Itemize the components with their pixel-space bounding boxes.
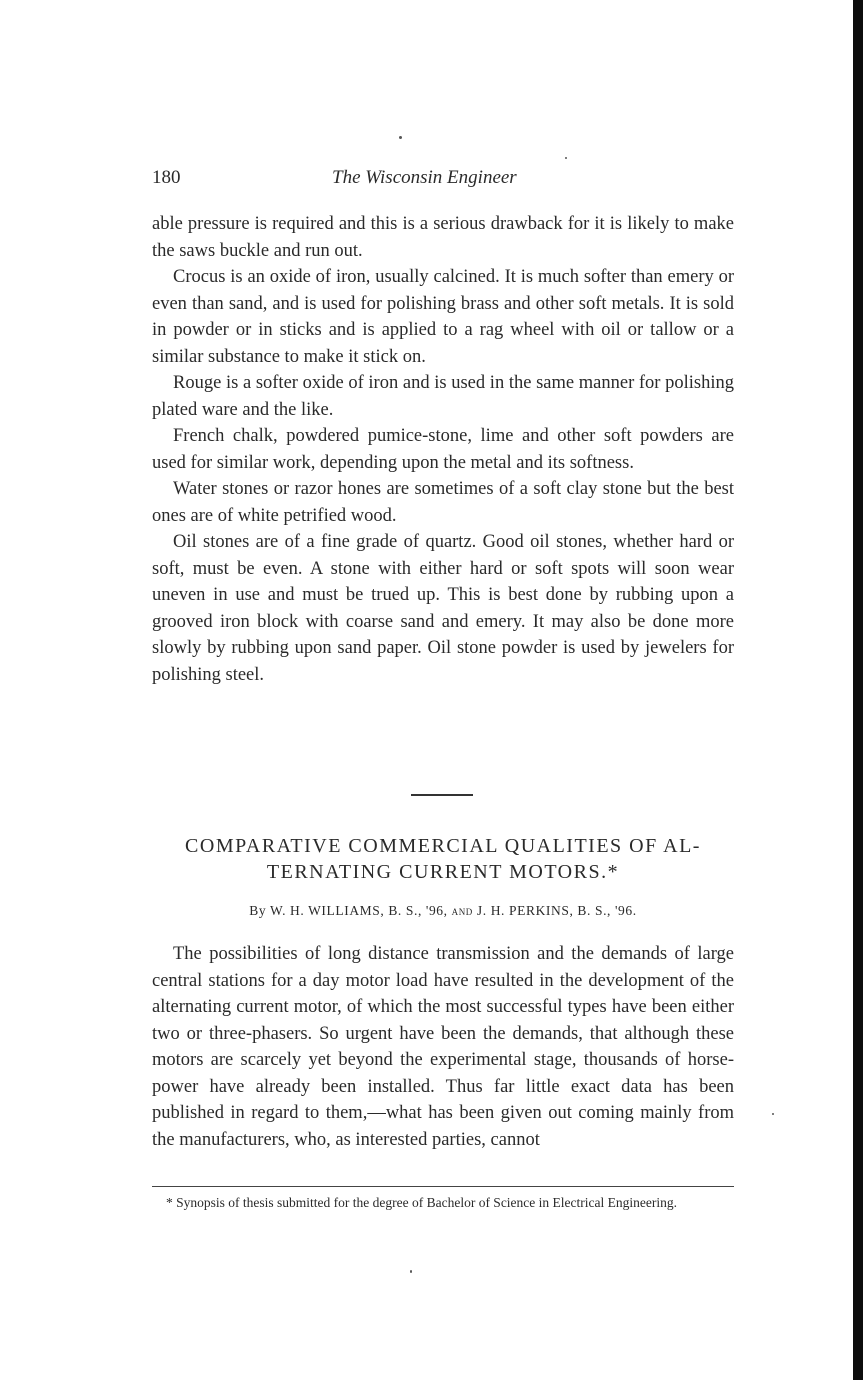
article-title bbox=[152, 833, 734, 885]
section-divider bbox=[411, 794, 473, 796]
byline-by: By bbox=[249, 903, 267, 918]
running-title: The Wisconsin Engineer bbox=[332, 167, 517, 188]
byline-and: and bbox=[451, 903, 473, 918]
article-title-line: COMPARATIVE COMMERCIAL QUALITIES OF AL- bbox=[185, 835, 701, 857]
page-number: 180 bbox=[152, 167, 181, 188]
scan-border bbox=[853, 0, 863, 1380]
scan-speck bbox=[565, 157, 567, 159]
article-body bbox=[152, 941, 734, 1153]
scan-speck bbox=[410, 1270, 412, 1273]
body-text bbox=[152, 211, 734, 688]
byline-author: J. H. PERKINS, B. S., '96. bbox=[476, 903, 637, 918]
paragraph: Rouge is a softer oxide of iron and is used in the same manner for polishing plated ware and the like. bbox=[152, 373, 734, 420]
scan-speck bbox=[399, 136, 402, 139]
page-header bbox=[152, 165, 734, 193]
byline-author: W. H. WILLIAMS, B. S., '96, bbox=[269, 903, 448, 918]
paragraph: French chalk, powdered pumice-stone, lime and other soft powders are used for similar work, depending upon the metal and its softness. bbox=[152, 426, 734, 473]
byline bbox=[152, 903, 734, 919]
paragraph: Water stones or razor hones are sometimes of a soft clay stone but the best ones are of white petrified wood. bbox=[152, 479, 734, 526]
paragraph: The possibilities of long distance transmission and the demands of large central stations for a day motor load have resulted in the development of the alternating current motor, of which the most successful types have been either two or three-phasers. So urgent have been the demands, that although these motors are scarcely yet beyond the experimental stage, thousands of horse-power have already been installed. Thus far little exact data has been published in regard to them,—what has been given out coming mainly from the manufacturers, who, as interested parties, cannot bbox=[152, 944, 734, 1150]
article-title-line: TERNATING CURRENT MOTORS.* bbox=[266, 861, 620, 883]
paragraph: Oil stones are of a fine grade of quartz. Good oil stones, whether hard or soft, must be even. A stone with either hard or soft spots will soon wear uneven in use and must be trued up. This is best done by rubbing upon a grooved iron block with coarse sand and emery. It may also be done more slowly by rubbing upon sand paper. Oil stone powder is used by jewelers for polishing steel. bbox=[152, 532, 734, 685]
paragraph: Crocus is an oxide of iron, usually calcined. It is much softer than emery or even than sand, and is used for polishing brass and other soft metals. It is sold in powder or in sticks and is applied to a rag wheel with oil or tallow or a similar substance to make it stick on. bbox=[152, 267, 734, 367]
paragraph: able pressure is required and this is a serious drawback for it is likely to make the saws buckle and run out. bbox=[152, 214, 734, 261]
footnote: * Synopsis of thesis submitted for the degree of Bachelor of Science in Electrical Engineering. bbox=[166, 1195, 677, 1210]
scan-speck bbox=[772, 1113, 774, 1115]
footnote-divider bbox=[152, 1186, 734, 1187]
